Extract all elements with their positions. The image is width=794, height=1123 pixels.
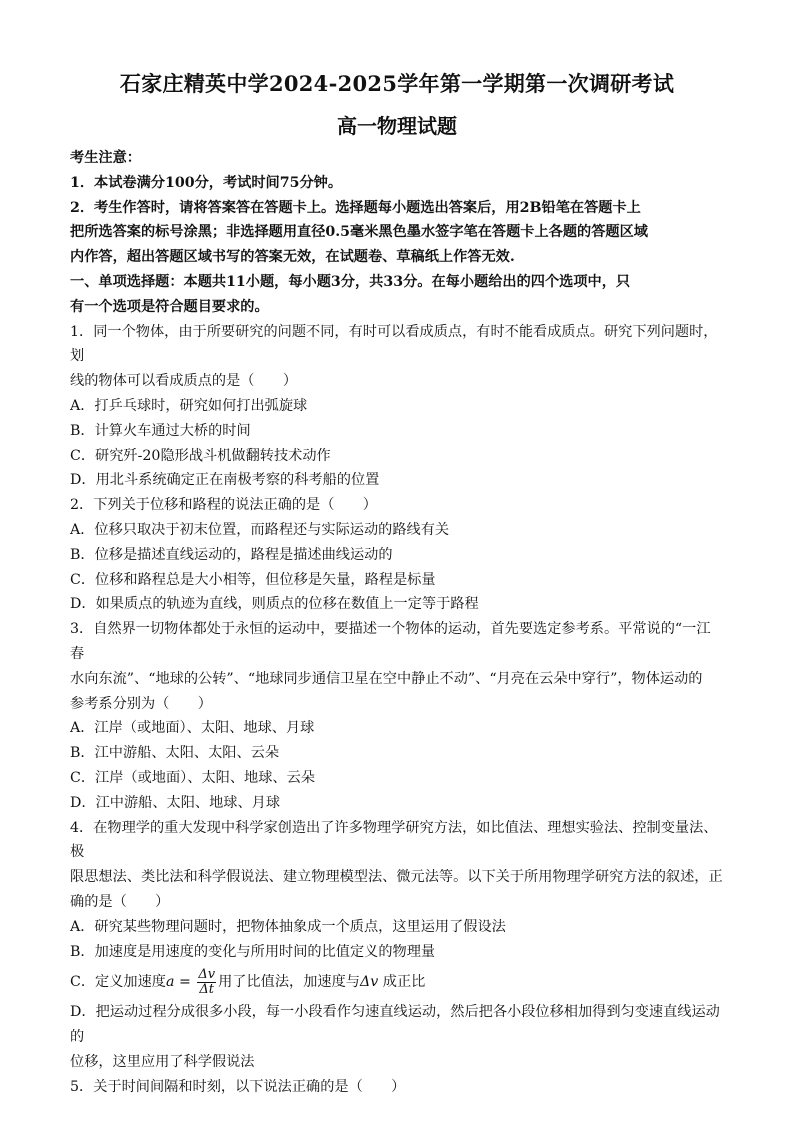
question-3-stem-line-2: 水向东流”、“地球的公转”、“地球同步通信卫星在空中静止不动”、“月亮在云朵中穿行”，物体运动的 bbox=[70, 670, 703, 687]
question-4-option-a: A．研究某些物理问题时，把物体抽象成一个质点，这里运用了假设法 bbox=[70, 918, 506, 935]
question-4-stem-line-2: 限思想法、类比法和科学假说法、建立物理模型法、微元法等。以下关于所用物理学研究方法的叙述，正 bbox=[70, 869, 723, 886]
question-1-option-b: B．计算火车通过大桥的时间 bbox=[70, 422, 251, 439]
question-2-stem: 2．下列关于位移和路程的说法正确的是（ ） bbox=[70, 497, 377, 514]
option-c-middle: 用了比值法，加速度与 bbox=[218, 974, 360, 991]
question-1-option-a: A．打乒乓球时，研究如何打出弧旋球 bbox=[70, 397, 308, 414]
option-c-end: 成正比 bbox=[378, 974, 426, 991]
question-4-stem-line-3: 确的是（ ） bbox=[70, 893, 170, 910]
acceleration-symbol: a bbox=[165, 974, 175, 991]
question-2-option-a: A．位移只取决于初末位置，而路程还与实际运动的路线有关 bbox=[70, 521, 450, 538]
candidate-notice bbox=[70, 146, 724, 270]
question-4-option-c bbox=[70, 964, 724, 1000]
equals-sign: = bbox=[174, 974, 196, 991]
notice-item-1: 1．本试卷满分100分，考试时间75分钟。 bbox=[70, 174, 343, 191]
fraction-numerator: Δv bbox=[198, 966, 216, 982]
question-3-option-b: B．江中游船、太阳、太阳、云朵 bbox=[70, 745, 280, 762]
question-2-option-c: C．位移和路程总是大小相等，但位移是矢量，路程是标量 bbox=[70, 571, 436, 588]
notice-heading: 考生注意： bbox=[70, 150, 141, 166]
question-1 bbox=[70, 320, 724, 494]
question-5-stem: 5．关于时间间隔和时刻，以下说法正确的是（ ） bbox=[70, 1078, 406, 1095]
section-1-line-2: 有一个选项是符合题目要求的。 bbox=[70, 298, 269, 315]
question-3-option-a: A．江岸（或地面）、太阳、地球、月球 bbox=[70, 720, 315, 737]
notice-item-2-line-1: 2．考生作答时，请将答案答在答题卡上。选择题每小题选出答案后，用2B铅笔在答题卡上 bbox=[70, 199, 641, 216]
delta-v-symbol: Δv bbox=[360, 974, 379, 991]
question-3-option-c: C．江岸（或地面）、太阳、地球、云朵 bbox=[70, 769, 315, 786]
exam-subtitle: 高一物理试题 bbox=[337, 114, 457, 138]
question-1-option-c: C．研究歼-20隐形战斗机做翻转技术动作 bbox=[70, 447, 331, 464]
question-4 bbox=[70, 816, 724, 1075]
question-2-option-d: D．如果质点的轨迹为直线，则质点的位移在数值上一定等于路程 bbox=[70, 596, 479, 613]
question-2 bbox=[70, 493, 724, 617]
exam-title: 石家庄精英中学2024-2025学年第一学期第一次调研考试 bbox=[119, 71, 675, 96]
question-3 bbox=[70, 617, 724, 815]
question-3-option-d: D．江中游船、太阳、地球、月球 bbox=[70, 794, 281, 811]
question-4-option-d-line-1: D．把运动过程分成很多小段，每一小段看作匀速直线运动，然后把各小段位移相加得到匀变速直线运动的 bbox=[70, 1004, 720, 1046]
question-4-option-d-line-2: 位移，这里应用了科学假说法 bbox=[70, 1053, 255, 1070]
question-5 bbox=[70, 1075, 724, 1100]
question-1-option-d: D．用北斗系统确定正在南极考察的科考船的位置 bbox=[70, 472, 380, 489]
section-1-line-1: 一、单项选择题：本题共11小题，每小题3分，共33分。在每小题给出的四个选项中，只 bbox=[70, 273, 631, 290]
option-c-prefix: C．定义加速度 bbox=[70, 974, 166, 991]
question-4-stem-line-1: 4．在物理学的重大发现中科学家创造出了许多物理学研究方法，如比值法、理想实验法、控制变量法、极 bbox=[70, 819, 718, 861]
notice-item-2-line-2: 把所选答案的标号涂黑；非选择题用直径0.5毫米黑色墨水签字笔在答题卡上各题的答题区域 bbox=[70, 224, 648, 241]
notice-item-2-line-3: 内作答，超出答题区域书写的答案无效，在试题卷、草稿纸上作答无效. bbox=[70, 249, 515, 266]
section-1-heading bbox=[70, 270, 724, 320]
acceleration-fraction bbox=[197, 968, 216, 997]
question-4-option-b: B．加速度是用速度的变化与所用时间的比值定义的物理量 bbox=[70, 943, 436, 960]
question-1-stem-line-2: 线的物体可以看成质点的是（ ） bbox=[70, 373, 298, 390]
question-3-stem-line-3: 参考系分别为（ ） bbox=[70, 695, 212, 712]
question-3-stem-line-1: 3．自然界一切物体都处于永恒的运动中，要描述一个物体的运动，首先要选定参考系。平常说的“一江春 bbox=[70, 621, 711, 662]
question-2-option-b: B．位移是描述直线运动的，路程是描述曲线运动的 bbox=[70, 546, 393, 563]
fraction-denominator: Δt bbox=[199, 981, 215, 997]
question-1-stem-line-1: 1．同一个物体，由于所要研究的问题不同，有时可以看成质点，有时不能看成质点。研究下列问题时，划 bbox=[70, 323, 718, 365]
